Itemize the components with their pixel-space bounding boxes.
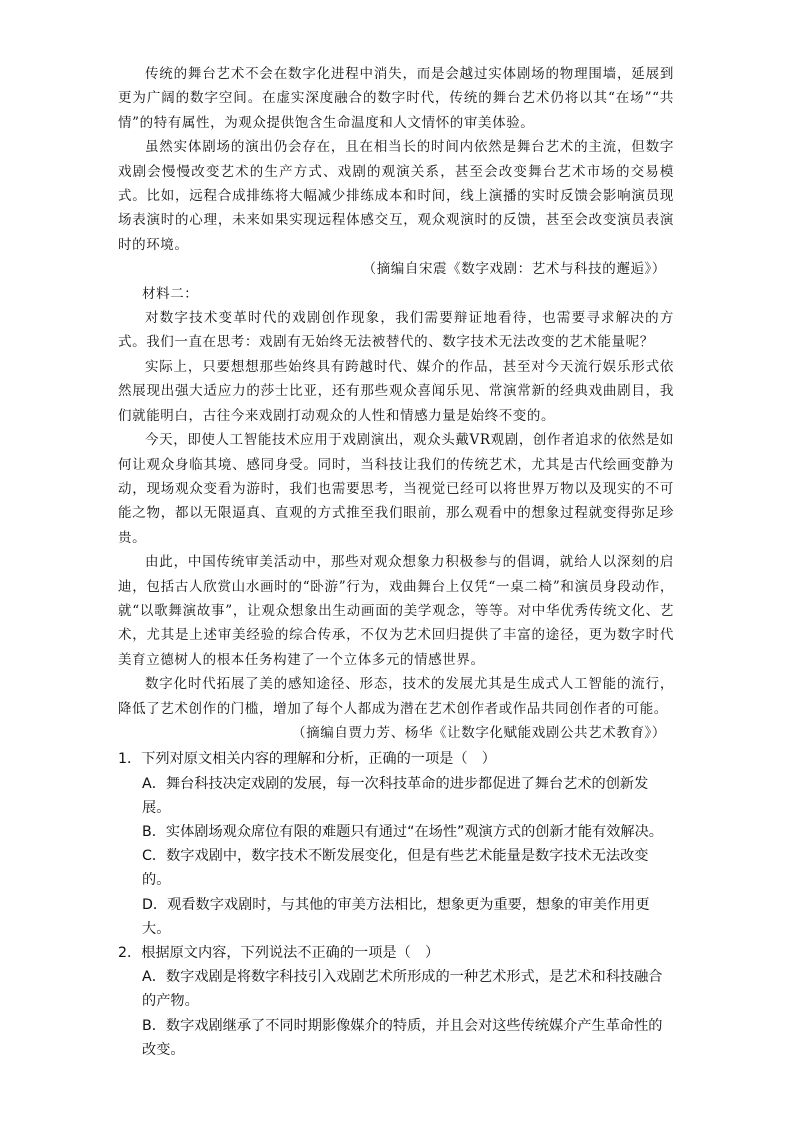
question-stem [118,941,674,965]
option-text: 舞台科技决定戏剧的发展，每一次科技革命的进步都促进了舞台艺术的创新发展。 [142,775,649,816]
question-text: 根据原文内容，下列说法不正确的一项是（ ） [141,945,440,961]
material-two-paragraph: 今天，即使人工智能技术应用于戏剧演出，观众头戴VR观剧，创作者追求的依然是如何让观众身临其境、感同身受。同时，当科技让我们的传统艺术，尤其是古代绘画变静为动，现场观众变看为游时，我们也需要思考，当视觉已经可以将世界万物以及现实的不可能之物，都以无限逼真、直观的方式推至我们眼前，那么观看中的想象过程就变得弥足珍贵。 [118,432,674,546]
question-2 [118,941,674,1062]
option-letter: D． [142,896,168,913]
option-letter: A． [142,775,166,792]
material-one-paragraph: 传统的舞台艺术不会在数字化进程中消失，而是会越过实体剧场的物理围墙，延展到更为广阔的数字空间。在虚实深度融合的数字时代，传统的舞台艺术仍将以其“在场”“共情”的特有属性，为观众提供饱含生命温度和人文情怀的审美体验。 [118,66,674,131]
material-two-source: （摘编自贾力芳、杨华《让数字化赋能戏剧公共艺术教育》） [292,724,666,741]
answer-option-a[interactable] [118,965,674,1013]
question-stem [118,747,674,771]
material-two-label: 材料二： [142,285,199,302]
option-text: 数字戏剧是将数字科技引入戏剧艺术所形成的一种艺术形式，是艺术和科技融合的产物。 [142,969,663,1010]
exam-page [118,62,674,1062]
answer-option-a[interactable] [118,772,674,820]
answer-option-c[interactable] [118,844,674,892]
option-text: 实体剧场观众席位有限的难题只有通过“在场性”观演方式的创新才能有效解决。 [165,823,663,840]
question-text: 下列对原文相关内容的理解和分析，正确的一项是（ ） [141,751,496,768]
question-number: 2． [118,945,142,961]
option-letter: C． [142,848,167,865]
question-list [118,747,674,1062]
answer-option-b[interactable] [118,820,674,844]
answer-option-d[interactable] [118,893,674,941]
question-number: 1． [118,751,142,768]
option-text: 数字戏剧继承了不同时期影像媒介的特质，并且会对这些传统媒介产生革命性的改变。 [142,1017,663,1058]
material-two-paragraph: 数字化时代拓展了美的感知途径、形态，技术的发展尤其是生成式人工智能的流行，降低了艺术创作的门槛，增加了每个人都成为潜在艺术创作者或作品共同创作者的可能。 [118,676,674,717]
material-one [118,62,674,282]
material-two [118,282,674,746]
material-two-paragraph: 对数字技术变革时代的戏剧创作现象，我们需要辩证地看待，也需要寻求解决的方式。我们一直在思考：戏剧有无始终无法被替代的、数字技术无法改变的艺术能量呢？ [118,310,674,351]
option-letter: B． [142,1017,166,1034]
material-one-source: （摘编自宋震《数字戏剧：艺术与科技的邂逅》） [362,261,666,278]
answer-option-b[interactable] [118,1014,674,1062]
material-two-paragraph: 实际上，只要想想那些始终具有跨越时代、媒介的作品，甚至对今天流行娱乐形式依然展现出强大适应力的莎士比亚，还有那些观众喜闻乐见、常演常新的经典戏曲剧目，我们就能明白，古往今来戏剧打动观众的人性和情感力量是始终不变的。 [118,358,674,424]
question-1 [118,747,674,941]
option-letter: A． [142,969,166,986]
option-letter: B． [142,823,166,840]
option-text: 数字戏剧中，数字技术不断发展变化，但是有些艺术能量是数字技术无法改变的。 [142,848,649,889]
option-text: 观看数字戏剧时，与其他的审美方法相比，想象更为重要，想象的审美作用更大。 [142,896,650,937]
material-two-paragraph: 由此，中国传统审美活动中，那些对观众想象力积极参与的倡调，就给人以深刻的启迪，包括古人欣赏山水画时的“卧游”行为，戏曲舞台上仅凭“一桌二椅”和演员身段动作，就“以歌舞演故事”，让观众想象出生动画面的美学观念，等等。对中华优秀传统文化、艺术，尤其是上述审美经验的综合传承，不仅为艺术回归提供了丰富的途径，更为数字时代美育立德树人的根本任务构建了一个立体多元的情感世界。 [118,554,674,668]
material-one-paragraph: 虽然实体剧场的演出仍会存在，且在相当长的时间内依然是舞台艺术的主流，但数字戏剧会慢慢改变艺术的生产方式、戏剧的观演关系，甚至会改变舞台艺术市场的交易模式。比如，远程合成排练将大幅减少排练成本和时间，线上演播的实时反馈会影响演员现场表演时的心理，未来如果实现远程体感交互，观众观演时的反馈，甚至会改变演员表演时的环境。 [118,139,674,253]
